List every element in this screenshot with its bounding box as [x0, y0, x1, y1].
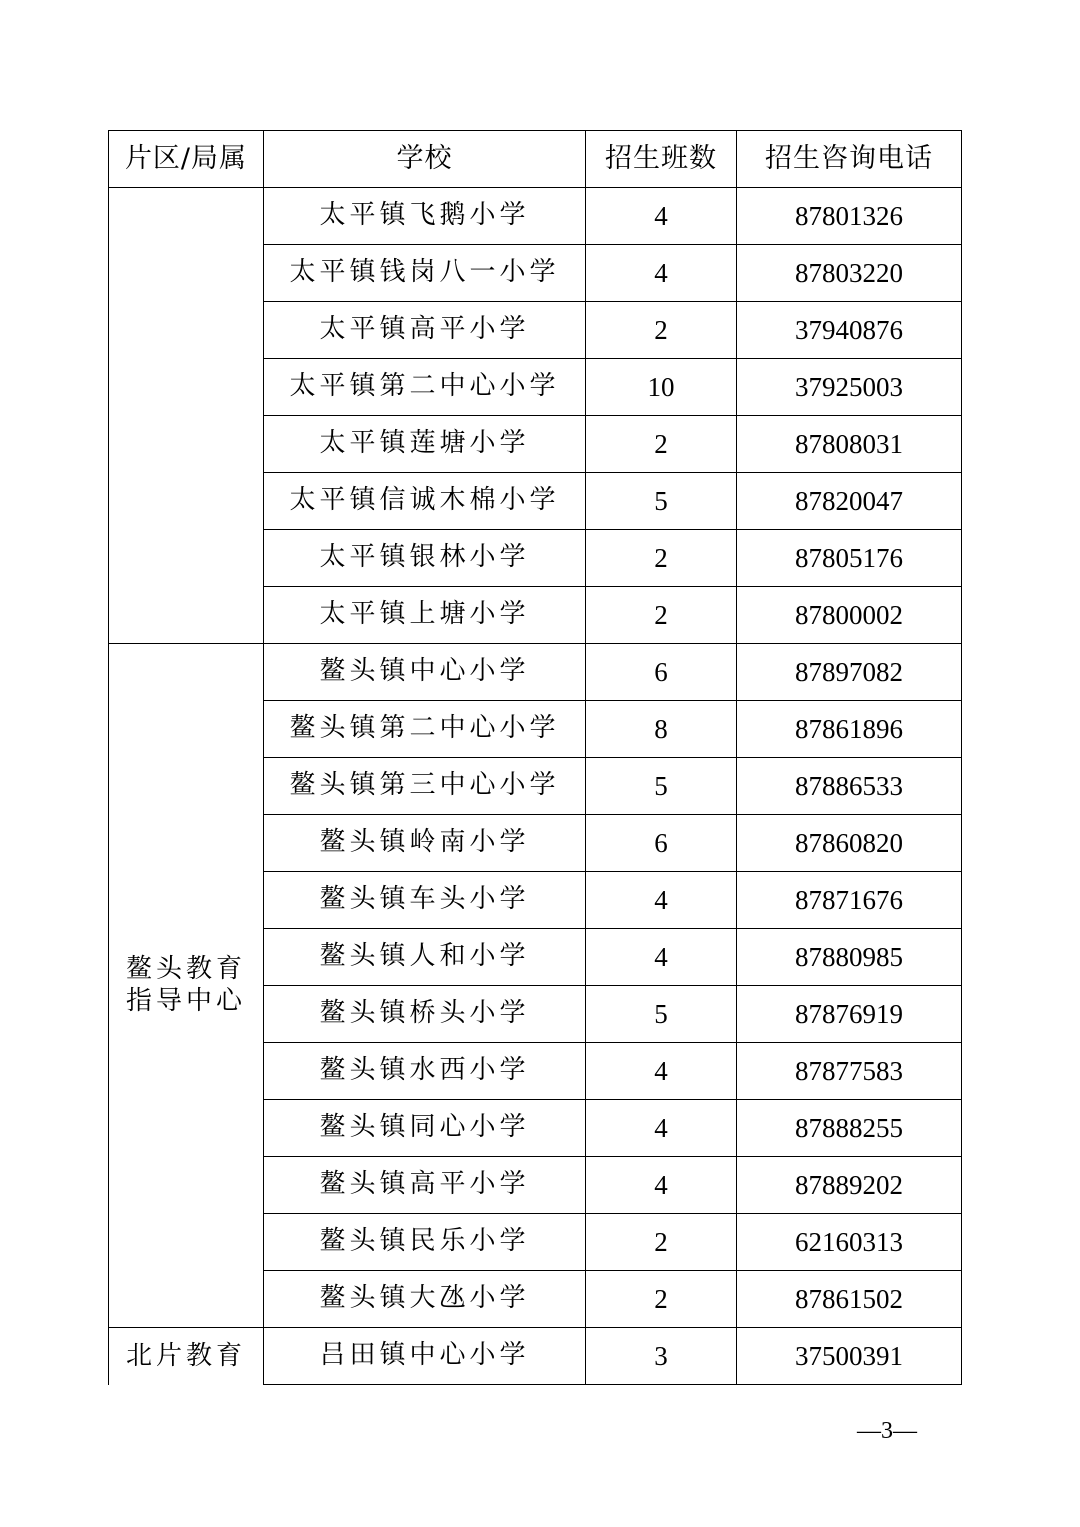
phone-cell: 87861502: [737, 1271, 962, 1328]
classes-cell: 2: [586, 1214, 737, 1271]
phone-cell: 87861896: [737, 701, 962, 758]
classes-cell: 4: [586, 245, 737, 302]
district-cell: 鳌头教育 指导中心: [109, 644, 264, 1328]
school-cell: 鳌头镇岭南小学: [264, 815, 586, 872]
school-cell: 太平镇第二中心小学: [264, 359, 586, 416]
header-classes: 招生班数: [586, 131, 737, 188]
phone-cell: 87871676: [737, 872, 962, 929]
phone-cell: 62160313: [737, 1214, 962, 1271]
school-cell: 太平镇上塘小学: [264, 587, 586, 644]
school-cell: 鳌头镇第三中心小学: [264, 758, 586, 815]
district-cell: [109, 188, 264, 644]
phone-cell: 87897082: [737, 644, 962, 701]
school-cell: 太平镇高平小学: [264, 302, 586, 359]
phone-cell: 87886533: [737, 758, 962, 815]
phone-cell: 87877583: [737, 1043, 962, 1100]
classes-cell: 4: [586, 929, 737, 986]
classes-cell: 2: [586, 302, 737, 359]
school-cell: 鳌头镇车头小学: [264, 872, 586, 929]
school-cell: 太平镇莲塘小学: [264, 416, 586, 473]
phone-cell: 87888255: [737, 1100, 962, 1157]
classes-cell: 4: [586, 1100, 737, 1157]
classes-cell: 5: [586, 758, 737, 815]
page-number: —3—: [857, 1418, 917, 1444]
phone-cell: 87860820: [737, 815, 962, 872]
classes-cell: 6: [586, 644, 737, 701]
school-cell: 鳌头镇同心小学: [264, 1100, 586, 1157]
phone-cell: 87876919: [737, 986, 962, 1043]
school-cell: 鳌头镇人和小学: [264, 929, 586, 986]
phone-cell: 37500391: [737, 1328, 962, 1385]
classes-cell: 8: [586, 701, 737, 758]
school-cell: 太平镇银林小学: [264, 530, 586, 587]
table-row: [109, 644, 962, 701]
classes-cell: 2: [586, 1271, 737, 1328]
classes-cell: 4: [586, 188, 737, 245]
school-cell: 太平镇钱岗八一小学: [264, 245, 586, 302]
classes-cell: 10: [586, 359, 737, 416]
table-body: [109, 188, 962, 1385]
school-cell: 太平镇飞鹅小学: [264, 188, 586, 245]
phone-cell: 87880985: [737, 929, 962, 986]
phone-cell: 37940876: [737, 302, 962, 359]
classes-cell: 2: [586, 416, 737, 473]
phone-cell: 87800002: [737, 587, 962, 644]
table-row: [109, 188, 962, 245]
phone-cell: 87801326: [737, 188, 962, 245]
table-row: [109, 1328, 962, 1385]
classes-cell: 5: [586, 986, 737, 1043]
phone-cell: 87808031: [737, 416, 962, 473]
classes-cell: 4: [586, 1043, 737, 1100]
table-header-row: [109, 131, 962, 188]
district-cell: 北片教育: [109, 1328, 264, 1385]
classes-cell: 3: [586, 1328, 737, 1385]
classes-cell: 2: [586, 530, 737, 587]
phone-cell: 87889202: [737, 1157, 962, 1214]
classes-cell: 4: [586, 1157, 737, 1214]
school-cell: 鳌头镇第二中心小学: [264, 701, 586, 758]
phone-cell: 87805176: [737, 530, 962, 587]
school-cell: 鳌头镇高平小学: [264, 1157, 586, 1214]
enrollment-table: [108, 130, 962, 1385]
header-district: 片区/局属: [109, 131, 264, 188]
school-cell: 鳌头镇大氹小学: [264, 1271, 586, 1328]
school-cell: 鳌头镇民乐小学: [264, 1214, 586, 1271]
header-phone: 招生咨询电话: [737, 131, 962, 188]
school-cell: 鳌头镇水西小学: [264, 1043, 586, 1100]
school-cell: 鳌头镇桥头小学: [264, 986, 586, 1043]
classes-cell: 5: [586, 473, 737, 530]
school-cell: 吕田镇中心小学: [264, 1328, 586, 1385]
phone-cell: 87820047: [737, 473, 962, 530]
phone-cell: 37925003: [737, 359, 962, 416]
school-cell: 鳌头镇中心小学: [264, 644, 586, 701]
school-cell: 太平镇信诚木棉小学: [264, 473, 586, 530]
header-school: 学校: [264, 131, 586, 188]
phone-cell: 87803220: [737, 245, 962, 302]
classes-cell: 6: [586, 815, 737, 872]
classes-cell: 2: [586, 587, 737, 644]
classes-cell: 4: [586, 872, 737, 929]
